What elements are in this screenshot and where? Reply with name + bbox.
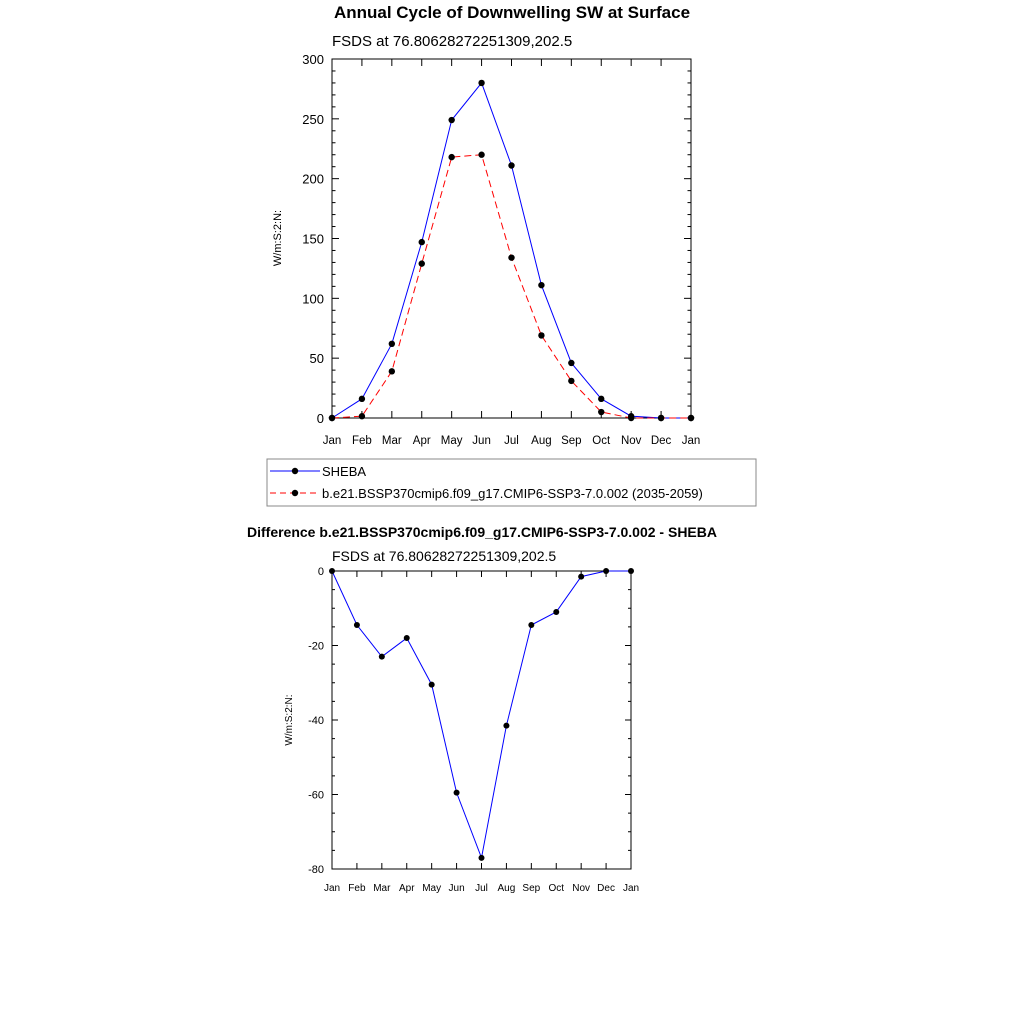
data-point <box>389 341 395 347</box>
tick-marks <box>332 59 691 418</box>
x-tick-label: Dec <box>597 883 615 894</box>
legend-label-sheba: SHEBA <box>322 464 367 479</box>
y-tick-label: 50 <box>309 351 324 367</box>
difference-chart <box>247 524 717 894</box>
data-point <box>419 239 425 245</box>
data-point <box>389 368 395 374</box>
x-tick-label: Feb <box>352 435 372 447</box>
data-point <box>628 568 634 574</box>
difference-plot-frame <box>332 571 631 869</box>
x-tick-label: Jul <box>504 435 519 447</box>
y-tick-label: 0 <box>317 566 324 578</box>
series-line-1 <box>332 155 691 418</box>
legend-label-model: b.e21.BSSP370cmip6.f09_g17.CMIP6-SSP3-7.0.002 (2035-2059) <box>322 486 703 501</box>
data-point <box>538 282 544 288</box>
x-tick-label: Jun <box>472 435 491 447</box>
data-point <box>598 396 604 402</box>
legend-marker-sheba <box>292 468 298 474</box>
x-tick-label: Oct <box>592 435 611 447</box>
y-tick-label: -20 <box>308 640 324 653</box>
data-point <box>359 396 365 402</box>
data-point <box>478 80 484 86</box>
x-tick-label: May <box>422 883 442 894</box>
y-tick-label: -80 <box>308 864 324 876</box>
data-point <box>568 378 574 384</box>
x-tick-label: Jan <box>622 883 640 894</box>
x-tick-label: Jul <box>475 883 488 894</box>
chart-title: Annual Cycle of Downwelling SW at Surface <box>333 3 691 22</box>
difference-y-axis-label: W/m:S:2:N: <box>284 694 295 746</box>
data-point <box>553 609 559 615</box>
series-group <box>329 80 694 421</box>
series-line-0 <box>332 571 631 858</box>
data-point <box>448 117 454 123</box>
x-tick-label: Sep <box>561 435 582 447</box>
x-tick-label: Jan <box>681 435 701 447</box>
difference-title: Difference b.e21.BSSP370cmip6.f09_g17.CMIP6-SSP3-7.0.002 - SHEBA <box>247 524 717 540</box>
data-point <box>429 682 435 688</box>
x-tick-label: Mar <box>381 435 402 447</box>
x-tick-label: Mar <box>373 883 391 894</box>
y-tick-label: 0 <box>316 411 324 426</box>
y-tick-label: 200 <box>302 171 324 187</box>
y-tick-label: -40 <box>308 715 324 727</box>
data-point <box>419 260 425 266</box>
x-tick-label: Feb <box>348 883 366 894</box>
data-point <box>603 568 609 574</box>
x-tick-labels <box>323 435 701 447</box>
difference-tick-marks <box>332 571 631 869</box>
legend-marker-model <box>292 490 298 496</box>
x-tick-label: Nov <box>572 883 591 894</box>
data-point <box>508 162 514 168</box>
data-point <box>478 152 484 158</box>
y-axis-label: W/m:S:2:N: <box>272 209 284 267</box>
data-point <box>628 415 634 421</box>
difference-subtitle: FSDS at 76.80628272251309,202.5 <box>332 548 557 564</box>
data-point <box>503 723 509 729</box>
x-tick-label: May <box>440 435 463 447</box>
data-point <box>528 622 534 628</box>
x-tick-label: Apr <box>398 883 415 894</box>
x-tick-label: Jun <box>448 883 465 894</box>
data-point <box>479 855 485 861</box>
difference-x-tick-labels <box>324 883 639 894</box>
data-point <box>359 413 365 419</box>
data-point <box>354 622 360 628</box>
x-tick-label: Dec <box>650 435 672 447</box>
data-point <box>404 635 410 641</box>
x-tick-label: Jan <box>323 883 341 894</box>
data-point <box>568 360 574 366</box>
y-tick-labels <box>302 52 324 426</box>
data-point <box>454 790 460 796</box>
x-tick-label: Sep <box>522 883 541 894</box>
data-point <box>578 574 584 580</box>
plot-frame <box>332 59 691 418</box>
legend <box>267 459 756 506</box>
difference-series-group <box>329 568 634 861</box>
data-point <box>379 654 385 660</box>
difference-y-tick-labels <box>308 566 324 876</box>
data-point <box>658 415 664 421</box>
chart-subtitle: FSDS at 76.80628272251309,202.5 <box>332 33 573 50</box>
y-tick-label: 300 <box>302 52 324 67</box>
x-tick-label: Apr <box>412 435 431 447</box>
x-tick-label: Aug <box>531 435 552 447</box>
data-point <box>329 415 335 421</box>
series-line-0 <box>332 83 691 418</box>
x-tick-label: Aug <box>497 883 516 894</box>
y-tick-label: 100 <box>302 291 324 307</box>
data-point <box>688 415 694 421</box>
x-tick-label: Jan <box>322 435 342 447</box>
data-point <box>329 568 335 574</box>
y-tick-label: 250 <box>302 111 324 127</box>
y-tick-label: 150 <box>302 231 324 247</box>
y-tick-label: -60 <box>308 789 324 802</box>
data-point <box>448 154 454 160</box>
data-point <box>508 254 514 260</box>
x-tick-label: Oct <box>548 883 565 894</box>
data-point <box>598 409 604 415</box>
x-tick-label: Nov <box>620 435 642 447</box>
annual-cycle-chart <box>272 3 700 447</box>
data-point <box>538 332 544 338</box>
